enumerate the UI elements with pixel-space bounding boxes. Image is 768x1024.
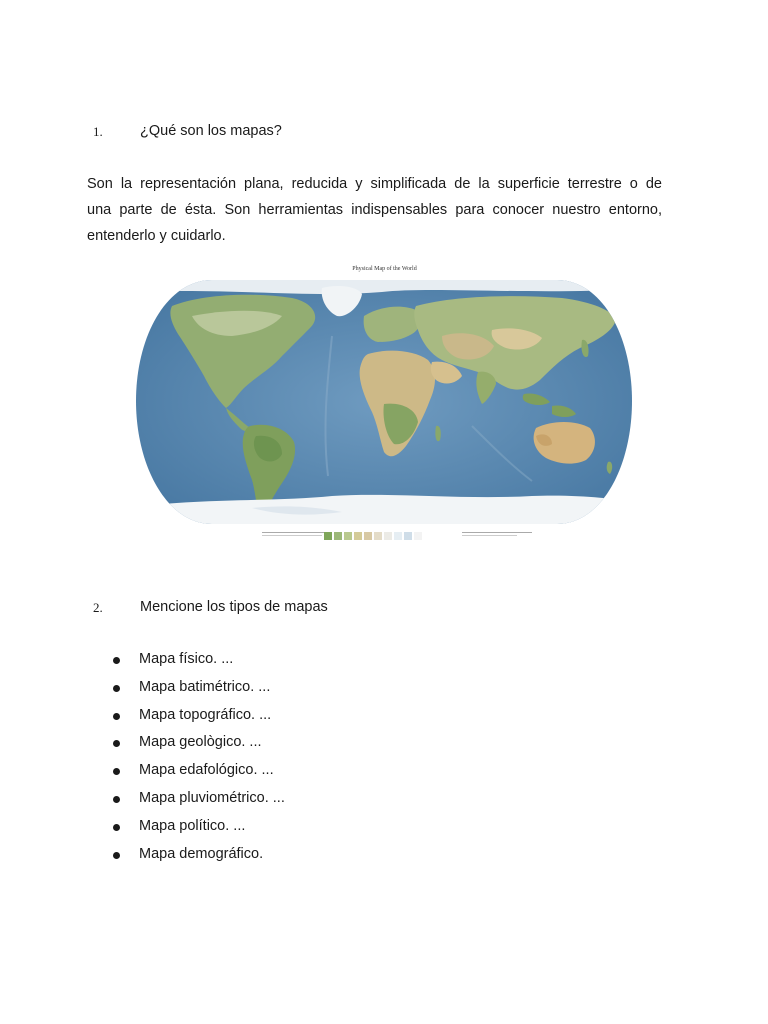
bullet-icon: [113, 768, 120, 775]
answer-1-line: una parte de ésta. Son herramientas indispensables para conocer nuestro entorno,: [87, 202, 662, 218]
answer-1-paragraph: [87, 171, 662, 249]
map-title: Physical Map of the World: [352, 266, 417, 272]
world-map-figure: [132, 262, 637, 552]
list-item-label: Mapa físico. ...: [139, 651, 234, 667]
list-item-label: Mapa demográfico.: [139, 845, 264, 862]
bullet-icon: [113, 796, 120, 803]
bullet-icon: [113, 852, 120, 859]
bullet-icon: [113, 685, 120, 692]
list-item-label: Mapa edafológico. ...: [139, 762, 274, 779]
answer-1-line: entenderlo y cuidarlo.: [87, 228, 226, 244]
list-item-label: Mapa batimétrico. ...: [139, 678, 271, 695]
bullet-icon: [113, 657, 120, 664]
bullet-icon: [113, 824, 120, 831]
world-map-image: [132, 276, 637, 531]
list-item-label: Mapa político. ...: [139, 817, 246, 834]
map-legend: [132, 530, 637, 544]
list-item-label: Mapa pluviométrico. ...: [139, 789, 285, 806]
list-item-label: Mapa geològico. ...: [139, 734, 262, 751]
bullet-icon: [113, 740, 120, 747]
question-1-text: ¿Qué son los mapas?: [140, 123, 282, 139]
list-item-label: Mapa topográfico. ...: [139, 706, 272, 723]
question-1-number: 1.: [93, 124, 103, 139]
bullet-icon: [113, 713, 120, 720]
question-2-text: Mencione los tipos de mapas: [140, 599, 328, 615]
question-2-number: 2.: [93, 600, 103, 615]
answer-1-line: Son la representación plana, reducida y simplificada de la superficie terrestre o de: [87, 176, 662, 192]
